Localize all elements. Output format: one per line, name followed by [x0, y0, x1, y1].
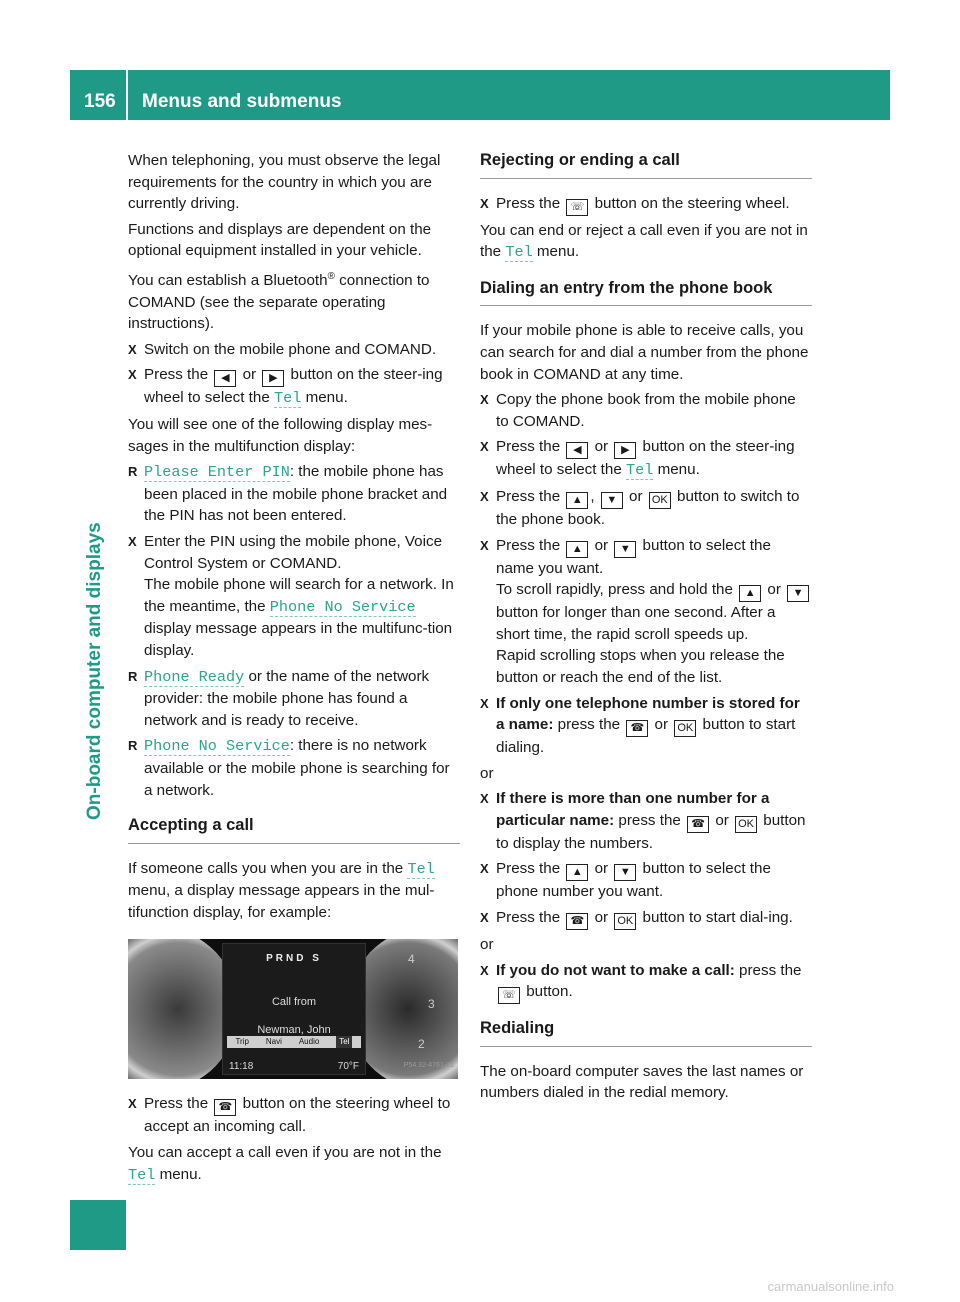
down-arrow-icon: ▼ [787, 585, 809, 602]
instruction-step: X Enter the PIN using the mobile phone, Voice Control System or COMAND. The mobile phone will search for a network. In the meantime, the Phone No Service display message appears in the multifunc-tion display. [128, 531, 460, 662]
instruction-step: X If you do not want to make a call: press the ☏ button. [480, 960, 812, 1005]
paragraph: If your mobile phone is able to receive calls, you can search for and dial a number from the phone book in COMAND at any time. [480, 322, 809, 383]
ok-icon: OK [649, 492, 671, 509]
instruction-step: X Press the ☎ or OK button to start dial-ing. [480, 907, 812, 930]
phone-icon: ☎ [566, 913, 588, 930]
left-arrow-icon: ◀ [566, 442, 588, 459]
instruction-step: X Press the ☎ button on the steering wheel to accept an incoming call. [128, 1093, 460, 1138]
instruction-step: X Press the ▲ or ▼ button to select the name you want. To scroll rapidly, press and hold the ▲ or ▼ button for longer than one second. After a short time, the rapid scroll speeds up. Rapid scrolling stops when you release the button or reach the end of the list. [480, 535, 812, 689]
paragraph: You can end or reject a call even if you are not in the Tel menu. [480, 221, 808, 262]
down-arrow-icon: ▼ [601, 492, 623, 509]
section-heading-dialing: Dialing an entry from the phone book [480, 278, 812, 307]
menu-tel: Tel [336, 1036, 352, 1048]
menu-trip: Trip [235, 1037, 249, 1047]
ok-icon: OK [735, 816, 757, 833]
paragraph: Functions and displays are dependent on the optional equipment installed in your vehicle. [128, 220, 432, 260]
instruction-step: X Press the ▲ , ▼ or OK button to switch to the phone book. [480, 486, 812, 531]
up-arrow-icon: ▲ [566, 864, 588, 881]
phone-icon: ☎ [626, 720, 648, 737]
ok-icon: OK [674, 720, 696, 737]
section-heading-redialing: Redialing [480, 1018, 812, 1047]
side-tab [70, 120, 126, 950]
up-arrow-icon: ▲ [566, 541, 588, 558]
paragraph: You will see one of the following display mes-sages in the multifunction display: [128, 416, 433, 455]
tel-menu-label: Tel [274, 389, 302, 408]
phone-icon: ☎ [687, 816, 709, 833]
instruction-step: X Switch on the mobile phone and COMAND. [128, 339, 460, 361]
list-item: R Phone Ready or the name of the network provider: the mobile phone has found a network and is ready to receive. [128, 666, 460, 732]
paragraph: The on-board computer saves the last names or numbers dialed in the redial memory. [480, 1062, 804, 1102]
instruction-step: X Press the ▲ or ▼ button to select the phone number you want. [480, 858, 812, 903]
paragraph: When telephoning, you must observe the legal requirements for the country in which you are currently driving. [128, 152, 441, 213]
down-arrow-icon: ▼ [614, 541, 636, 558]
side-tab-label: On-board computer and displays [84, 522, 105, 820]
hang-up-icon: ☏ [566, 199, 588, 216]
gear-indicator: PRND S [266, 953, 322, 965]
menu-audio: Audio [298, 1037, 320, 1047]
menu-navi: Navi [265, 1037, 282, 1047]
paragraph: You can establish a Bluetooth® connection to COMAND (see the separate operating instructions). [128, 270, 430, 333]
page-header [70, 70, 890, 120]
section-heading-accepting: Accepting a call [128, 815, 460, 844]
up-arrow-icon: ▲ [739, 585, 761, 602]
instruction-step: X Press the ◀ or ▶ button on the steer-ing wheel to select the Tel menu. [128, 364, 460, 410]
clock-readout: 11:18 [229, 1061, 254, 1073]
list-item: R Please Enter PIN: the mobile phone has been placed in the mobile phone bracket and the PIN has not been entered. [128, 461, 460, 527]
right-arrow-icon: ▶ [262, 370, 284, 387]
instruction-step: X If only one telephone number is stored for a name: press the ☎ or OK button to start dialing. [480, 693, 812, 759]
instruction-step: X Copy the phone book from the mobile phone to COMAND. [480, 389, 812, 432]
right-arrow-icon: ▶ [614, 442, 636, 459]
page-number: 156 [84, 91, 116, 112]
watermark: carmanualsonline.info [767, 1279, 894, 1294]
display-menu-bar [227, 1036, 361, 1048]
figure-code: P54.32-4761-31 [403, 1061, 454, 1069]
or-separator: or [480, 764, 494, 782]
phone-icon: ☎ [214, 1099, 236, 1116]
paragraph: You can accept a call even if you are not in the Tel menu. [128, 1144, 442, 1184]
display-status-bar [229, 1056, 359, 1078]
caller-name: Newman, John [257, 1023, 331, 1036]
instrument-cluster-image: 4 3 2 PRND S Call from Newman, John Trip Navi Audio Tel 11:18 70°F P54.32-4761-31 [128, 939, 458, 1079]
up-arrow-icon: ▲ [566, 492, 588, 509]
paragraph: If someone calls you when you are in the Tel menu, a display message appears in the mul-tifunction display, for example: [128, 859, 435, 921]
hang-up-icon: ☏ [498, 987, 520, 1004]
temperature-readout: 70°F [337, 1061, 359, 1073]
right-column [480, 150, 812, 1108]
instruction-step: X Press the ◀ or ▶ button on the steer-ing wheel to select the Tel menu. [480, 436, 812, 482]
left-column [128, 150, 460, 1190]
side-tab-marker [70, 1200, 126, 1250]
multifunction-display [222, 943, 366, 1075]
or-separator: or [480, 936, 494, 954]
down-arrow-icon: ▼ [614, 864, 636, 881]
page-title: Menus and submenus [142, 91, 342, 112]
ok-icon: OK [614, 913, 636, 930]
left-arrow-icon: ◀ [214, 370, 236, 387]
section-heading-rejecting: Rejecting or ending a call [480, 150, 812, 179]
call-from-label: Call from [271, 996, 316, 1009]
instruction-step: X If there is more than one number for a particular name: press the ☎ or OK button to display the numbers. [480, 788, 812, 854]
header-divider [126, 70, 128, 120]
list-item: R Phone No Service: there is no network available or the mobile phone is searching for a network. [128, 735, 460, 801]
instruction-step: X Press the ☏ button on the steering wheel. [480, 193, 812, 216]
